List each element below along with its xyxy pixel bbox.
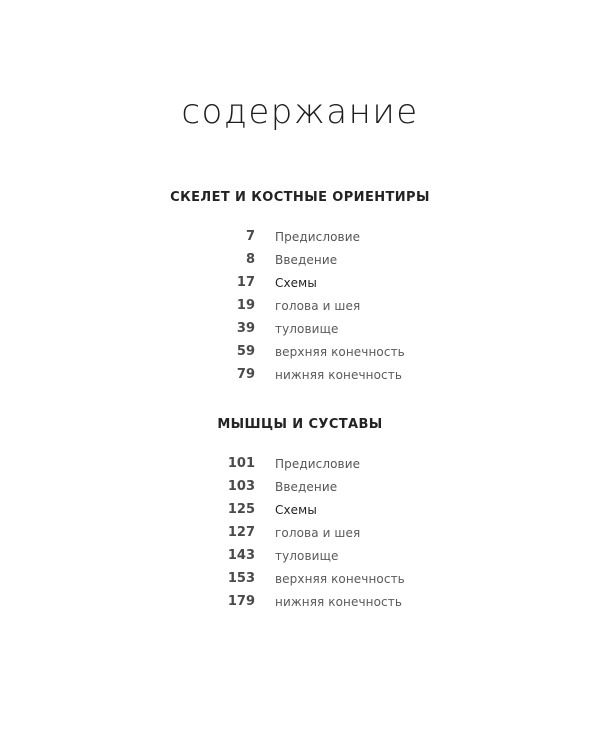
toc-page-number: 8	[245, 252, 255, 267]
toc-entry-title: голова и шея	[275, 526, 361, 540]
toc-entry-title: верхняя конечность	[275, 572, 405, 586]
toc-page-number: 101	[227, 456, 255, 471]
page-title: содержание	[181, 92, 419, 132]
toc-entry-title: Схемы	[275, 503, 317, 517]
toc-entry[interactable]	[0, 298, 600, 321]
toc-entry[interactable]	[0, 229, 600, 252]
toc-entry-title: нижняя конечность	[275, 595, 403, 609]
toc-page-number: 125	[227, 502, 255, 517]
toc-entry-title: Предисловие	[275, 230, 361, 244]
toc-entry[interactable]	[0, 275, 600, 298]
toc-page-number: 7	[245, 229, 255, 244]
toc-entry[interactable]	[0, 594, 600, 617]
toc-entry[interactable]	[0, 571, 600, 594]
toc-page-number: 127	[227, 525, 255, 540]
toc-list-muscles	[0, 456, 600, 617]
toc-page-number: 103	[227, 479, 255, 494]
toc-entry[interactable]	[0, 525, 600, 548]
toc-entry[interactable]	[0, 321, 600, 344]
toc-entry-title: туловище	[275, 549, 339, 563]
toc-entry-title: Введение	[275, 253, 338, 267]
section-heading-muscles: МЫШЦЫ И СУСТАВЫ	[217, 417, 383, 432]
toc-entry-title: верхняя конечность	[275, 345, 405, 359]
toc-entry-title: Введение	[275, 480, 338, 494]
toc-entry[interactable]	[0, 456, 600, 479]
toc-entry-title: туловище	[275, 322, 339, 336]
toc-page-number: 79	[236, 367, 255, 382]
toc-page-number: 59	[236, 344, 255, 359]
toc-page-number: 143	[227, 548, 255, 563]
toc-page-number: 17	[236, 275, 255, 290]
toc-entry[interactable]	[0, 502, 600, 525]
toc-page-number: 153	[227, 571, 255, 586]
toc-page-number: 19	[236, 298, 255, 313]
toc-entry[interactable]	[0, 548, 600, 571]
toc-entry[interactable]	[0, 252, 600, 275]
section-heading-skeleton: СКЕЛЕТ И КОСТНЫЕ ОРИЕНТИРЫ	[170, 190, 430, 205]
toc-entry-title: Предисловие	[275, 457, 361, 471]
toc-entry-title: нижняя конечность	[275, 368, 403, 382]
toc-entry[interactable]	[0, 367, 600, 390]
toc-entry[interactable]	[0, 344, 600, 367]
toc-entry-title: голова и шея	[275, 299, 361, 313]
toc-list-skeleton	[0, 229, 600, 390]
toc-page-number: 179	[227, 594, 255, 609]
toc-page-number: 39	[236, 321, 255, 336]
toc-entry-title: Схемы	[275, 276, 317, 290]
toc-entry[interactable]	[0, 479, 600, 502]
